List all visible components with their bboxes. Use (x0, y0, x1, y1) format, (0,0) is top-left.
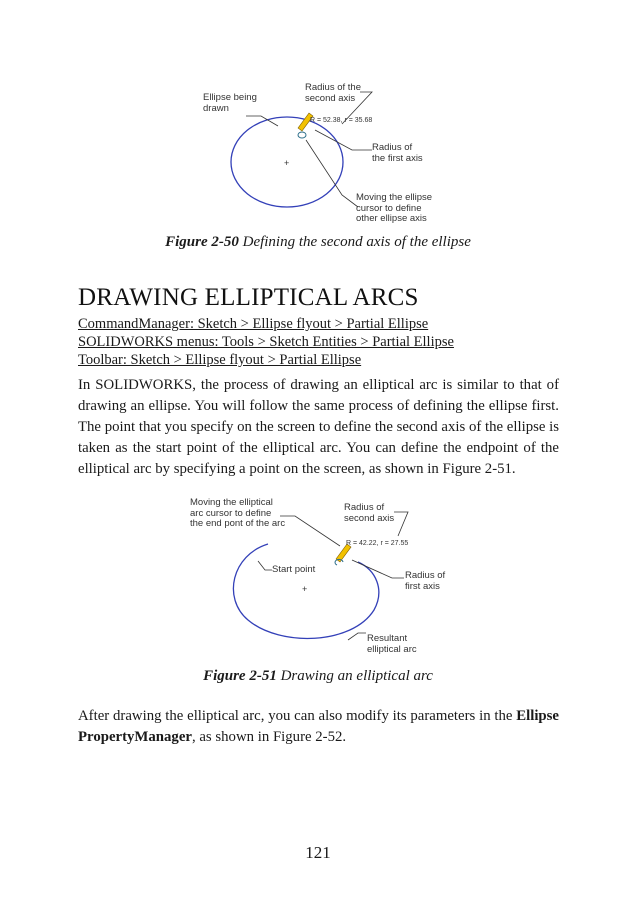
paragraph-text-end: , as shown in Figure 2-52. (191, 729, 347, 745)
paragraph-text: After drawing the elliptical arc, you can also modify its parameters in the (78, 708, 517, 724)
figure-2-50-illustration (0, 0, 636, 235)
page-number: 121 (305, 843, 331, 862)
caption-label: Figure 2-51 (203, 668, 277, 684)
body-paragraph-2 (78, 706, 559, 748)
leader-start-point (258, 561, 272, 570)
label-start-point: Start point (272, 564, 316, 575)
figure-2-51-illustration (0, 490, 636, 665)
commandmanager-path: CommandManager: Sketch > Ellipse flyout > Partial Ellipse (78, 316, 429, 332)
leader-radius-second-axis-2 (394, 512, 408, 536)
figure-2-51-caption (0, 668, 636, 685)
elliptical-arc-cursor-icon (335, 544, 351, 565)
label-radius-second-axis: Radius of the second axis (305, 82, 361, 104)
label-resultant-arc: Resultant elliptical arc (367, 633, 417, 655)
readout-2-50: R = 52.38, r = 35.68 (310, 117, 373, 124)
leader-moving-arc-cursor (280, 516, 340, 546)
center-mark-2: + (302, 584, 308, 594)
toolbar-path: Toolbar: Sketch > Ellipse flyout > Partial Ellipse (78, 352, 362, 368)
readout-2-51: R = 42.22, r = 27.55 (346, 540, 409, 547)
caption-text: Drawing an elliptical arc (276, 668, 433, 684)
center-mark: + (284, 158, 290, 168)
label-radius-second-axis-2: Radius of second axis (344, 502, 395, 524)
body-paragraph-1: In SOLIDWORKS, the process of drawing an elliptical arc is similar to that of drawing an ellipse. You will follow the same process of defining the ellipse first. The point that you specify on the screen to define the second axis of the ellipse is taken as the start point of the elliptical arc. You can define the endpoint of the elliptical arc by specifying a point on the screen, as shown in Figure 2-51. (78, 377, 559, 477)
leader-moving-cursor (306, 140, 358, 207)
ellipse-propertymanager: Ellipse PropertyManager (78, 708, 559, 745)
menus-path: SOLIDWORKS menus: Tools > Sketch Entities > Partial Ellipse (78, 334, 454, 350)
label-moving-cursor: Moving the ellipse cursor to define other ellipse axis (356, 192, 433, 224)
caption-text: Defining the second axis of the ellipse (238, 234, 471, 250)
leader-radius-first-axis (315, 130, 372, 150)
label-ellipse-being-drawn: Ellipse being drawn (203, 92, 257, 114)
figure-2-50-caption (0, 234, 636, 251)
caption-label: Figure 2-50 (165, 234, 239, 250)
leader-resultant-arc (348, 633, 366, 640)
label-moving-arc-cursor: Moving the elliptical arc cursor to define the end pont of the arc (190, 497, 286, 529)
label-radius-first-axis-2: Radius of first axis (405, 570, 446, 592)
label-radius-first-axis: Radius of the first axis (372, 142, 423, 164)
section-heading: DRAWING ELLIPTICAL ARCS (78, 284, 419, 311)
